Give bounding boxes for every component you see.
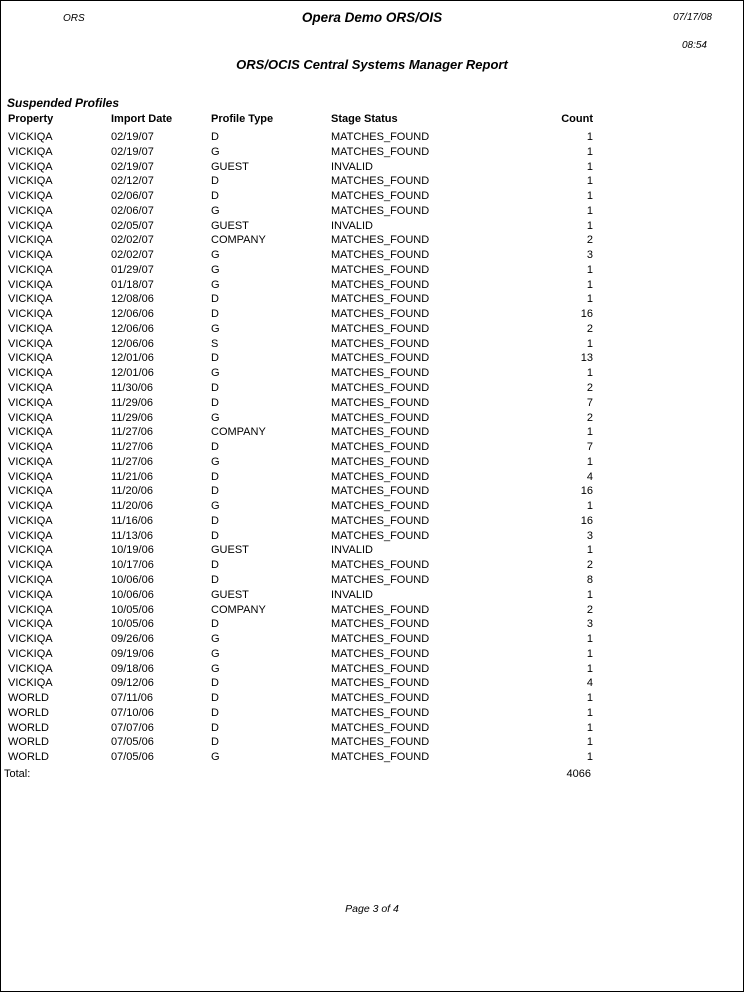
table-row [8,440,593,455]
table-cell: 02/02/07 [111,249,154,262]
table-cell: D [211,559,219,572]
table-cell: D [211,470,219,483]
table-row [8,248,593,263]
table-row [8,396,593,411]
table-cell: MATCHES_FOUND [331,706,430,719]
table-row [8,514,593,529]
table-cell: 1 [586,455,593,468]
table-cell: VICKIQA [8,514,53,527]
table-cell: INVALID [331,160,373,173]
table-cell: MATCHES_FOUND [331,293,430,306]
table-cell: VICKIQA [8,204,53,217]
table-cell: 1 [586,293,593,306]
table-cell: 07/05/06 [111,751,154,764]
table-cell: 1 [586,219,593,232]
table-cell: VICKIQA [8,662,53,675]
table-cell: G [211,647,220,660]
table-cell: INVALID [331,219,373,232]
total-label: Total: [4,768,31,780]
table-cell: VICKIQA [8,677,53,690]
table-cell: VICKIQA [8,367,53,380]
table-cell: MATCHES_FOUND [331,426,430,439]
table-cell: MATCHES_FOUND [331,441,430,454]
table-cell: 16 [580,514,593,527]
table-cell: 1 [586,706,593,719]
table-cell: 02/19/07 [111,131,154,143]
table-cell: VICKIQA [8,249,53,262]
table-row [8,307,593,322]
table-cell: G [211,367,220,380]
table-row [8,750,593,765]
table-cell: G [211,204,220,217]
table-row [8,366,593,381]
table-cell: 10/06/06 [111,573,154,586]
table-cell: MATCHES_FOUND [331,485,430,498]
table-cell: D [211,131,219,143]
table-cell: G [211,322,220,335]
table-cell: COMPANY [211,426,266,439]
table-cell: VICKIQA [8,618,53,631]
table-cell: 09/26/06 [111,633,154,646]
table-cell: MATCHES_FOUND [331,337,430,350]
table-cell: 1 [586,751,593,764]
table-cell: 1 [586,160,593,173]
table-cell: 1 [586,692,593,705]
table-cell: 1 [586,263,593,276]
table-cell: 07/10/06 [111,706,154,719]
table-header-row [8,113,593,130]
table-row [8,337,593,352]
table-cell: VICKIQA [8,500,53,513]
table-row [8,691,593,706]
table-cell: MATCHES_FOUND [331,633,430,646]
table-cell: VICKIQA [8,573,53,586]
column-header-import-date: Import Date [111,113,173,125]
table-row [8,662,593,677]
table-cell: MATCHES_FOUND [331,175,430,188]
table-cell: MATCHES_FOUND [331,382,430,395]
table-cell: 1 [586,131,593,143]
table-cell: 1 [586,367,593,380]
table-cell: 1 [586,145,593,158]
table-cell: VICKIQA [8,470,53,483]
table-cell: MATCHES_FOUND [331,322,430,335]
table-cell: 1 [586,633,593,646]
table-cell: D [211,736,219,749]
table-cell: 01/18/07 [111,278,154,291]
table-row [8,735,593,750]
table-cell: VICKIQA [8,529,53,542]
table-cell: MATCHES_FOUND [331,234,430,247]
table-cell: 1 [586,544,593,557]
table-cell: VICKIQA [8,396,53,409]
table-cell: MATCHES_FOUND [331,455,430,468]
table-row [8,351,593,366]
table-cell: VICKIQA [8,145,53,158]
table-cell: MATCHES_FOUND [331,514,430,527]
table-cell: 11/27/06 [111,441,154,454]
column-header-profile-type: Profile Type [211,113,274,125]
table-row [8,278,593,293]
table-cell: D [211,514,219,527]
table-cell: D [211,441,219,454]
table-cell: MATCHES_FOUND [331,529,430,542]
app-title: Opera Demo ORS/OIS [301,10,443,25]
table-cell: COMPANY [211,603,266,616]
table-cell: GUEST [211,160,249,173]
table-row [8,411,593,426]
table-cell: 4 [586,470,593,483]
table-cell: 1 [586,721,593,734]
table-cell: 11/29/06 [111,411,154,424]
table-cell: INVALID [331,544,373,557]
table-cell: VICKIQA [8,263,53,276]
table-row [8,676,593,691]
table-cell: G [211,751,220,764]
table-cell: 2 [586,322,593,335]
column-header-property: Property [8,113,54,125]
table-cell: 7 [586,441,593,454]
column-header-count: Count [561,113,593,125]
table-cell: 1 [586,426,593,439]
table-cell: MATCHES_FOUND [331,204,430,217]
table-row [8,632,593,647]
table-cell: 1 [586,278,593,291]
table-cell: WORLD [8,706,49,719]
table-cell: MATCHES_FOUND [331,618,430,631]
table-cell: 1 [586,500,593,513]
table-cell: 11/21/06 [111,470,154,483]
table-cell: 13 [580,352,593,365]
table-cell: 12/06/06 [111,337,154,350]
table-cell: VICKIQA [8,190,53,203]
table-cell: VICKIQA [8,588,53,601]
table-cell: VICKIQA [8,175,53,188]
table-cell: MATCHES_FOUND [331,308,430,321]
table-cell: MATCHES_FOUND [331,263,430,276]
table-cell: 1 [586,175,593,188]
table-cell: 11/29/06 [111,396,154,409]
table-row [8,145,593,160]
table-cell: D [211,485,219,498]
table-cell: VICKIQA [8,337,53,350]
table-cell: 3 [586,249,593,262]
table-cell: G [211,500,220,513]
table-cell: G [211,249,220,262]
table-cell: 3 [586,529,593,542]
column-header-stage-status: Stage Status [331,113,398,125]
table-cell: 1 [586,337,593,350]
table-cell: D [211,293,219,306]
table-cell: D [211,573,219,586]
table-cell: G [211,411,220,424]
table-cell: D [211,308,219,321]
table-cell: VICKIQA [8,485,53,498]
table-cell: 02/06/07 [111,204,154,217]
table-cell: VICKIQA [8,382,53,395]
table-cell: VICKIQA [8,559,53,572]
table-cell: G [211,263,220,276]
table-cell: VICKIQA [8,441,53,454]
table-cell: VICKIQA [8,647,53,660]
table-cell: MATCHES_FOUND [331,692,430,705]
table-row [8,130,593,145]
table-cell: VICKIQA [8,322,53,335]
table-cell: D [211,706,219,719]
table-cell: D [211,677,219,690]
table-row [8,647,593,662]
table-cell: 10/17/06 [111,559,154,572]
table-row [8,558,593,573]
table-cell: 10/19/06 [111,544,154,557]
table-row [8,425,593,440]
table-cell: MATCHES_FOUND [331,278,430,291]
table-cell: 11/13/06 [111,529,154,542]
table-cell: 11/27/06 [111,455,154,468]
table-row [8,233,593,248]
table-cell: 1 [586,190,593,203]
table-cell: G [211,455,220,468]
table-cell: MATCHES_FOUND [331,411,430,424]
table-cell: MATCHES_FOUND [331,249,430,262]
table-cell: D [211,692,219,705]
table-cell: MATCHES_FOUND [331,470,430,483]
table-cell: 01/29/07 [111,263,154,276]
table-cell: MATCHES_FOUND [331,396,430,409]
total-value: 4066 [566,768,591,780]
table-cell: 16 [580,485,593,498]
table-cell: VICKIQA [8,633,53,646]
table-row [8,292,593,307]
table-row [8,617,593,632]
report-code: ORS [63,13,85,24]
page-number: Page 3 of 4 [345,903,399,915]
table-cell: 12/01/06 [111,352,154,365]
table-row [8,189,593,204]
section-title: Suspended Profiles [7,96,120,110]
table-cell: 3 [586,618,593,631]
table-row [8,499,593,514]
table-cell: 7 [586,396,593,409]
table-cell: 4 [586,677,593,690]
table-cell: 02/19/07 [111,160,154,173]
table-cell: D [211,190,219,203]
table-cell: MATCHES_FOUND [331,367,430,380]
table-cell: VICKIQA [8,160,53,173]
table-cell: 12/06/06 [111,322,154,335]
table-cell: VICKIQA [8,219,53,232]
table-cell: 2 [586,411,593,424]
table-row [8,455,593,470]
table-cell: INVALID [331,588,373,601]
table-row [8,588,593,603]
table-cell: 8 [586,573,593,586]
table-row [8,263,593,278]
table-cell: MATCHES_FOUND [331,647,430,660]
table-cell: VICKIQA [8,293,53,306]
table-row [8,706,593,721]
table-cell: VICKIQA [8,544,53,557]
table-cell: VICKIQA [8,352,53,365]
table-cell: MATCHES_FOUND [331,131,430,143]
table-cell: VICKIQA [8,411,53,424]
report-table-body [8,130,593,765]
table-cell: D [211,396,219,409]
table-cell: 2 [586,234,593,247]
table-cell: 07/05/06 [111,736,154,749]
table-cell: 1 [586,588,593,601]
table-cell: 2 [586,382,593,395]
table-cell: 09/18/06 [111,662,154,675]
table-cell: 11/16/06 [111,514,154,527]
table-cell: GUEST [211,219,249,232]
table-cell: 02/05/07 [111,219,154,232]
table-cell: D [211,618,219,631]
table-cell: 12/06/06 [111,308,154,321]
table-cell: MATCHES_FOUND [331,500,430,513]
table-cell: VICKIQA [8,234,53,247]
table-cell: 09/12/06 [111,677,154,690]
table-row [8,160,593,175]
table-cell: D [211,382,219,395]
table-cell: VICKIQA [8,455,53,468]
table-cell: D [211,352,219,365]
table-row [8,543,593,558]
table-row [8,174,593,189]
table-cell: VICKIQA [8,308,53,321]
table-cell: 10/05/06 [111,603,154,616]
table-cell: GUEST [211,544,249,557]
table-row [8,381,593,396]
table-cell: 1 [586,647,593,660]
table-cell: 2 [586,559,593,572]
table-cell: G [211,662,220,675]
table-cell: GUEST [211,588,249,601]
table-cell: MATCHES_FOUND [331,736,430,749]
table-cell: 2 [586,603,593,616]
table-cell: VICKIQA [8,603,53,616]
table-row [8,219,593,234]
table-cell: MATCHES_FOUND [331,190,430,203]
table-cell: 1 [586,736,593,749]
table-cell: WORLD [8,692,49,705]
table-cell: G [211,278,220,291]
table-cell: MATCHES_FOUND [331,145,430,158]
table-cell: 02/12/07 [111,175,154,188]
table-cell: VICKIQA [8,278,53,291]
table-row [8,721,593,736]
table-cell: G [211,633,220,646]
suspended-profiles-table [8,113,593,765]
table-row [8,204,593,219]
table-cell: D [211,175,219,188]
table-cell: D [211,721,219,734]
table-row [8,573,593,588]
table-cell: MATCHES_FOUND [331,559,430,572]
table-cell: 02/02/07 [111,234,154,247]
table-cell: MATCHES_FOUND [331,662,430,675]
table-cell: 11/20/06 [111,500,154,513]
table-cell: MATCHES_FOUND [331,751,430,764]
table-cell: 10/05/06 [111,618,154,631]
table-cell: 09/19/06 [111,647,154,660]
table-cell: 10/06/06 [111,588,154,601]
table-cell: 02/19/07 [111,145,154,158]
table-cell: D [211,529,219,542]
table-cell: VICKIQA [8,426,53,439]
table-cell: 02/06/07 [111,190,154,203]
table-cell: 07/11/06 [111,692,154,705]
table-cell: 11/30/06 [111,382,154,395]
table-cell: 11/27/06 [111,426,154,439]
table-row [8,470,593,485]
report-time: 08:54 [681,40,707,51]
table-cell: MATCHES_FOUND [331,352,430,365]
table-cell: 16 [580,308,593,321]
table-row [8,322,593,337]
table-cell: MATCHES_FOUND [331,721,430,734]
table-cell: MATCHES_FOUND [331,573,430,586]
table-cell: WORLD [8,721,49,734]
table-row [8,484,593,499]
table-cell: 07/07/06 [111,721,154,734]
table-cell: 12/08/06 [111,293,154,306]
table-row [8,529,593,544]
table-cell: VICKIQA [8,131,53,143]
table-row [8,603,593,618]
table-cell: G [211,145,220,158]
report-date: 07/17/08 [673,12,712,23]
table-cell: MATCHES_FOUND [331,603,430,616]
table-cell: WORLD [8,751,49,764]
table-cell: WORLD [8,736,49,749]
report-title: ORS/OCIS Central Systems Manager Report [236,57,508,72]
table-cell: MATCHES_FOUND [331,677,430,690]
table-cell: 12/01/06 [111,367,154,380]
table-cell: 11/20/06 [111,485,154,498]
table-cell: S [211,337,219,350]
table-cell: 1 [586,204,593,217]
table-cell: COMPANY [211,234,266,247]
table-cell: 1 [586,662,593,675]
